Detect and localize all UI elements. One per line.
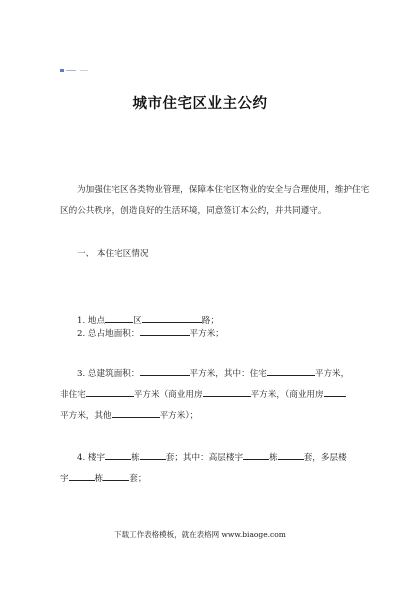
residential-area-blank (267, 365, 315, 376)
other-area-blank (112, 407, 160, 418)
intro-paragraph (60, 180, 370, 222)
item-3-label: 3. 总建筑面积： (77, 369, 140, 379)
district-blank (105, 312, 133, 323)
highrise-count-blank (243, 449, 269, 460)
multistorey-unit-blank (103, 470, 129, 481)
multistorey-count-blank (69, 470, 95, 481)
item-3-seg2: 平方米，其中：住宅 (189, 369, 267, 379)
item-1-seg2: 区 (133, 316, 142, 326)
section-heading-1-text: 一、 本住宅区情况 (77, 249, 149, 259)
commercial-area-blank (203, 386, 251, 397)
item-4-line2-a: 宇 (60, 474, 69, 484)
item-4-line2-c: 套； (129, 474, 147, 484)
item-3-line2-a: 非住宅 (60, 390, 86, 400)
item-1-label: 1. 地点 (77, 316, 106, 326)
building-count-blank (105, 449, 131, 460)
header-logo-icon (60, 69, 88, 72)
item-1-seg3: 路； (201, 316, 219, 326)
item-4-seg2: 栋 (131, 453, 140, 463)
item-3-line-2 (60, 385, 360, 406)
item-4-line-1 (60, 448, 360, 469)
land-area-blank (140, 325, 190, 336)
section-heading-1 (77, 244, 363, 265)
road-blank (142, 312, 202, 323)
highrise-unit-blank (278, 449, 304, 460)
building-area-blank (140, 365, 190, 376)
item-4-seg4: 栋 (269, 453, 278, 463)
item-4-line-2 (60, 469, 360, 490)
commercial-area-2-blank (324, 386, 346, 397)
item-3-line2-b: 平方米（商业用房 (133, 390, 203, 400)
item-4-buildings (60, 448, 360, 490)
non-residential-blank (86, 386, 134, 397)
item-4-label: 4. 楼宇 (77, 453, 106, 463)
item-2-area (77, 324, 363, 345)
item-3-line3-b: 平方米）； (159, 411, 199, 421)
item-4-line2-b: 栋 (94, 474, 104, 484)
item-3-line-3 (60, 406, 360, 427)
item-3-line-1 (60, 364, 360, 385)
item-2-label: 2. 总占地面积： (77, 329, 140, 339)
document-title: 城市住宅区业主公约 (132, 96, 268, 112)
unit-count-blank (140, 449, 166, 460)
item-4-seg5: 套，多层楼 (303, 453, 347, 463)
intro-line-1: 为加强住宅区各类物业管理，保障本住宅区物业的安全与合理使用，维护住宅 (77, 185, 370, 195)
item-3-seg3: 平方米， (314, 369, 350, 379)
item-3-line2-c: 平方米，（商业用房 (250, 390, 324, 400)
item-4-seg3: 套；其中：高层楼宇 (165, 453, 244, 463)
item-3-building-area (60, 364, 360, 427)
page-footer: 下载工作表格模板，就在表格网 www.biaoge.com (114, 530, 286, 539)
item-3-line3-a: 平方米，其他 (60, 411, 112, 421)
item-2-seg2: 平方米； (189, 329, 224, 339)
intro-line-2: 区的公共秩序，创造良好的生活环境，同意签订本公约，并共同遵守。 (60, 206, 327, 216)
